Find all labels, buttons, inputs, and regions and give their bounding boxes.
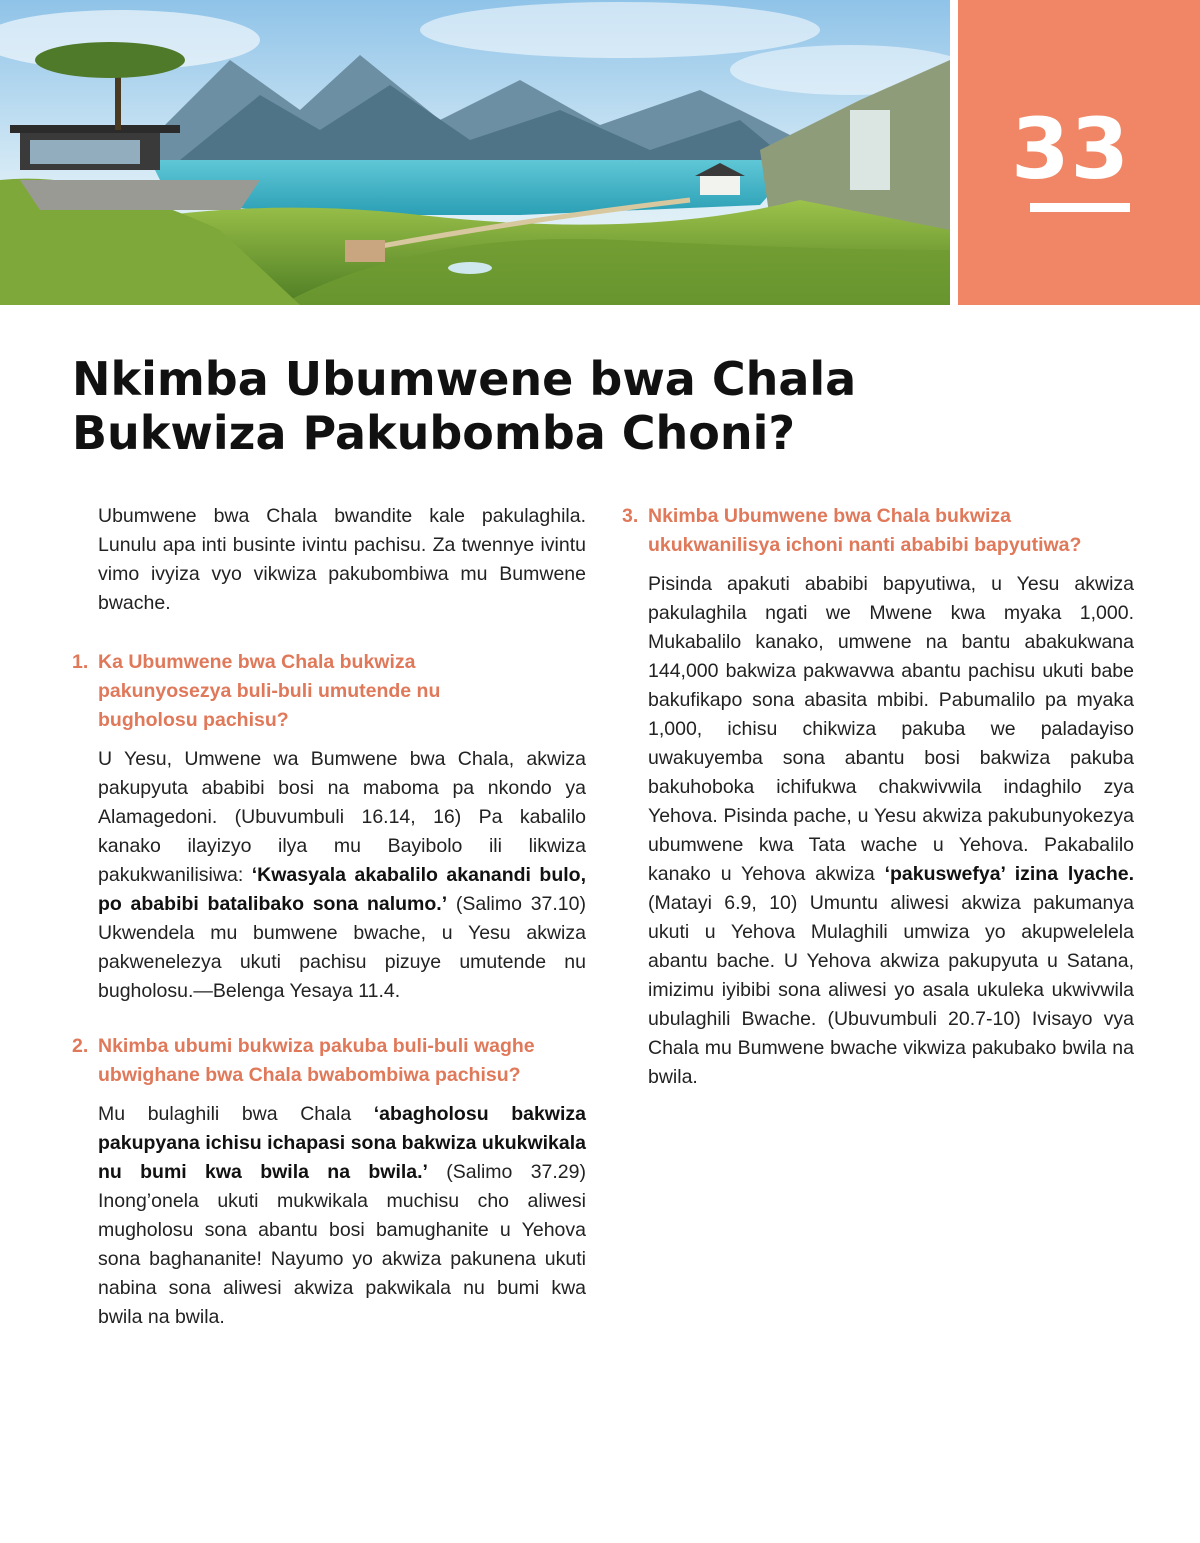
question-text: Nkimba Ubumwene bwa Chala bukwiza ukukwanilisya ichoni nanti ababibi bapyutiwa? (648, 505, 1082, 556)
question-heading (72, 648, 586, 735)
hero-image (0, 0, 950, 305)
answer-bold-quote: ‘pakuswefya’ izina lyache. (884, 863, 1134, 885)
question-text: Nkimba ubumi bukwiza pakuba buli-buli waghe ubwighane bwa Chala bwabombiwa pachisu? (98, 1035, 535, 1086)
question-section-2 (72, 1032, 586, 1332)
answer-text: Mu bulaghili bwa Chala (98, 1103, 374, 1125)
question-number: 2. (72, 1035, 89, 1057)
question-section-3 (622, 502, 1134, 1092)
question-text: Ka Ubumwene bwa Chala bukwiza pakunyosezya buli-buli umutende nu bugholosu pachisu? (98, 651, 441, 731)
chapter-number-box (958, 0, 1200, 305)
title-line-2: Bukwiza Pakubomba Choni? (72, 406, 796, 460)
chapter-number-underline (1030, 203, 1130, 212)
answer-paragraph (622, 570, 1134, 1092)
right-column (622, 502, 1134, 1118)
answer-bold-quote: ‘Kwasyala akabalilo akanandi bulo, po ababibi batalibako sona nalumo.’ (98, 864, 587, 915)
question-number: 1. (72, 651, 89, 673)
question-heading (622, 502, 1134, 560)
left-column (72, 502, 586, 1358)
answer-text: U Yesu, Umwene wa Bumwene bwa Chala, akwiza pakupyuta ababibi bosi na maboma pa nkondo ya Alamagedoni. (Ubuvumbuli 16.14, 16) Pa kabalilo kanako ilayizyo ilya mu Bayibolo ili likwiza pakukwanilisiwa: (98, 748, 586, 886)
page-title (72, 352, 892, 460)
answer-paragraph (72, 1100, 586, 1332)
answer-bold-quote: ‘abagholosu bakwiza pakupyana ichisu ichapasi sona bakwiza ukukwikala nu bumi kwa bwila na bwila.’ (98, 1103, 586, 1183)
question-heading (72, 1032, 586, 1090)
answer-text: (Matayi 6.9, 10) Umuntu aliwesi akwiza pakumanya ukuti u Yehova Mulaghili umwiza yo akupwelelela abantu bache. U Yehova akwiza pakupyuta u Satana, imizimu iyibibi sona aliwesi yo asala ukuleka ukwivwila ubulaghili Bwache. (Ubuvumbuli 20.7-10) Ivisayo vya Chala mu Bumwene bwache vikwiza pakubako bwila na bwila. (648, 892, 1134, 1088)
answer-text: (Salimo 37.29) Inong’onela ukuti mukwikala muchisu cho aliwesi mugholosu sona abantu bosi bamughanite u Yehova sona baghananite! Nayumo yo akwiza pakunena ukuti nabina sona aliwesi akwiza pakwikala nu bumi kwa bwila na bwila. (98, 1161, 586, 1328)
chapter-number: 33 (1011, 100, 1130, 198)
answer-text: (Salimo 37.10) Ukwendela mu bumwene bwache, u Yesu akwiza pakwenelezya ukuti pachisu pizuye umutende nu bugholosu.—Belenga Yesaya 11.4. (98, 893, 586, 1002)
intro-paragraph: Ubumwene bwa Chala bwandite kale pakulaghila. Lunulu apa inti businte ivintu pachisu. Za twennye ivintu vimo ivyiza vyo vikwiza pakubombiwa mu Bumwene bwache. (98, 505, 586, 614)
answer-paragraph (72, 745, 586, 1006)
question-number: 3. (622, 505, 639, 527)
question-section-1 (72, 648, 586, 1006)
answer-text: Pisinda apakuti ababibi bapyutiwa, u Yesu akwiza pakulaghila ngati we Mwene kwa myaka 1,000. Mukabalilo kanako, umwene na bantu abakukwana 144,000 bakwiza pakwavwa abantu pachisu ukuti babe bakufikapo sona abasita mbibi. Pabumalilo pa myaka 1,000, ichisu chikwiza pakuba we paladayiso uwakuyemba sona abantu bosi bakwiza pakuba bakuhoboka ichifukwa chakwivwila indaghilo zya Yehova. Pisinda pache, u Yesu akwiza pakubunyokezya ubumwene kwa Tata wache u Yehova. Pakabalilo kanako u Yehova akwiza (648, 573, 1134, 885)
title-line-1: Nkimba Ubumwene bwa Chala (72, 352, 857, 406)
